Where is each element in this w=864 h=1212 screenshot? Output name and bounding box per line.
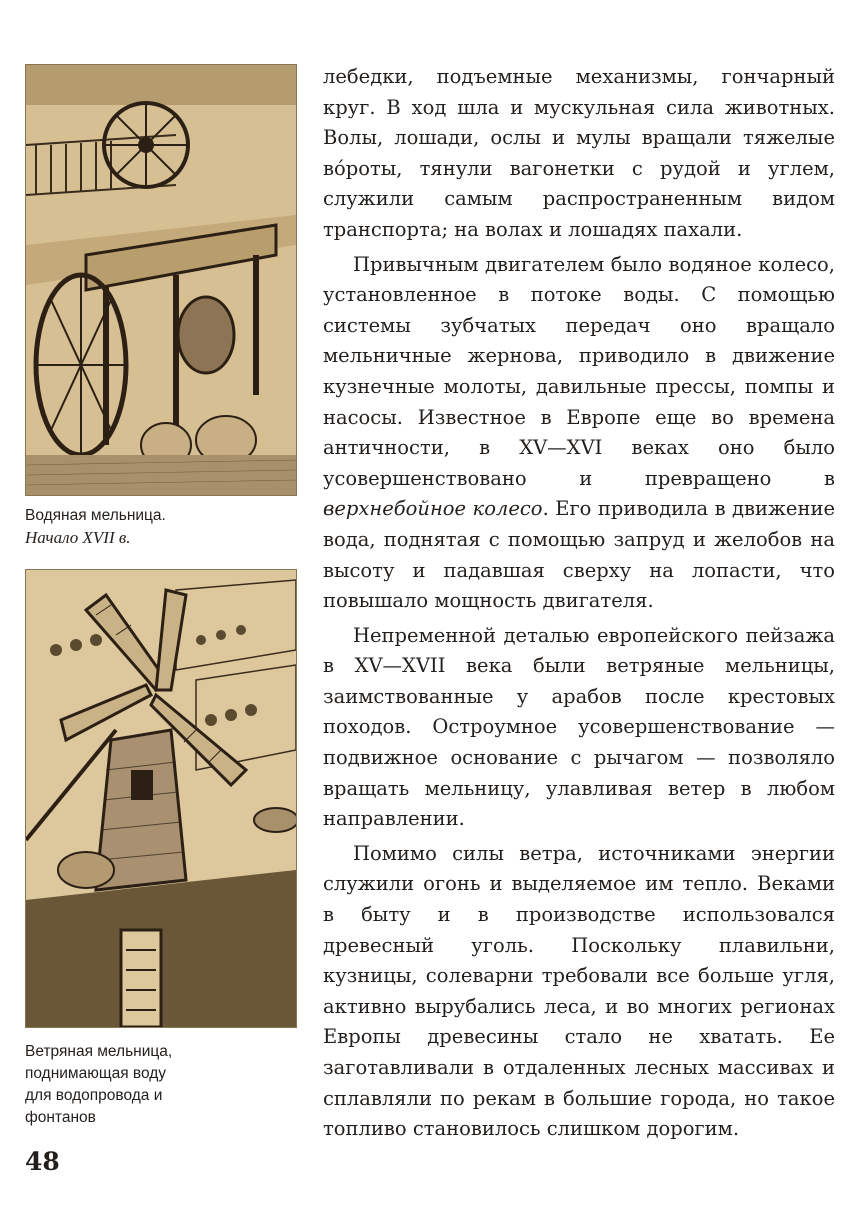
caption-title: Водяная мельница. [25,507,166,524]
windmill-caption [25,1041,295,1129]
caption-line: Ветряная мельница, [25,1043,173,1060]
paragraph-continued: лебедки, подъемные механизмы, гончарный круг. В ход шла и мускульная сила животных. Волы, лошади, ослы и мулы вращали тяжелые во́роты, тянули вагонетки с рудой и углем, служили самым распространенным видом транспорта; на волах и лошадях пахали. [323,65,835,241]
caption-date: Начало XVII в. [25,528,131,547]
caption-line: фонтанов [25,1109,96,1126]
windmill-illustration [25,569,297,1028]
page-number: 48 [25,1147,60,1176]
caption-line: поднимающая воду [25,1065,167,1082]
water-mill-illustration [25,64,297,496]
water-mill-caption [25,505,295,549]
caption-line: для водопровода и [25,1087,163,1104]
body-text-column [323,62,835,1149]
paragraph-text: Привычным двигателем было водяное колесо, установленное в потоке воды. С помощью системы зубчатых передач оно вращало мельничные жернова, приводило в движение кузнечные молоты, давильные прессы, помпы и насосы. Известное в Европе еще во времена античности, в XV—XVI веках оно было усовершенствовано и превращено в [323,252,835,490]
paragraph-fire-energy: Помимо силы ветра, источниками энергии служили огонь и выделяемое им тепло. Веками в быту и в производстве использовался древесный уголь. Поскольку плавильни, кузницы, солеварни требовали все больше угля, активно вырубались леса, и во многих регионах Европы древесины стало не хватать. Ее заготавливали в отдаленных лесных массивах и сплавляли по рекам в большие города, но такое топливо становилось слишком дорогим. [323,841,835,1141]
paragraph-windmills: Непременной деталью европейского пейзажа в XV—XVII века были ветряные мельницы, заимствованные у арабов после крестовых походов. Остроумное усовершенствование — подвижное основание с рычагом — позволяло вращать мельницу, улавливая ветер в любом направлении. [323,623,835,831]
windmill-engraving [26,570,296,1027]
italic-term: верхнебойное колесо [323,497,543,521]
water-mill-engraving [26,65,296,495]
paragraph-water-wheel [323,250,835,617]
paragraph-text: . Его приводила в движение вода, поднятая с помощью запруд и желобов на высоту и падавшая сверху на лопасти, что повышало мощность двигателя. [323,497,836,613]
